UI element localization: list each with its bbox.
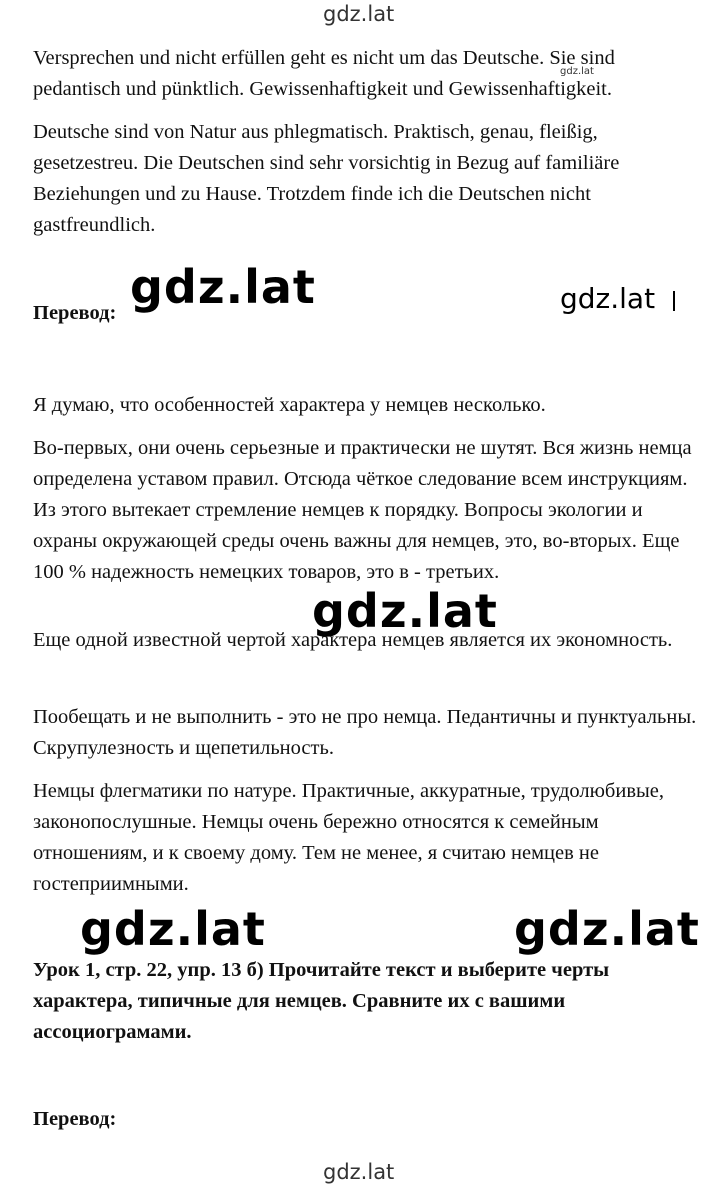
russian-paragraph-3: Еще одной известной чертой характера немцев является их экономность. (33, 629, 673, 651)
translation-heading: Перевод: (33, 302, 117, 324)
task-heading: Урок 1, стр. 22, упр. 13 б) Прочитайте текст и выберите черты характера, типичные для немцев. Сравните их с вашими ассоциограмами. (33, 959, 610, 1043)
russian-paragraph-5: Немцы флегматики по натуре. Практичные, аккуратные, трудолюбивые, законопослушные. Немцы очень бережно относятся к семейным отношениям, и к своему дому. Тем не менее, я считаю немцев не гостеприимными. (33, 780, 664, 895)
watermark-right-1: gdz.lat (560, 282, 656, 315)
russian-paragraph-4: Пообещать и не выполнить - это не про немца. Педантичны и пунктуальны. Скрупулезность и щепетильность. (33, 706, 697, 759)
watermark-center: gdz.lat (312, 584, 498, 638)
watermark-bottom: gdz.lat (323, 1160, 395, 1184)
watermark-right-2: gdz.lat (514, 902, 700, 956)
russian-paragraph-1: Я думаю, что особенностей характера у немцев несколько. (33, 394, 546, 416)
translation-heading-2: Перевод: (33, 1108, 117, 1130)
german-paragraph-2: Deutsche sind von Natur aus phlegmatisch. Praktisch, genau, fleißig, gesetzestreu. Die Deutschen sind sehr vorsichtig in Bezug auf familiäre Beziehungen und zu Hause. Trotzdem finde ich die Deutschen nicht gastfreundlich. (33, 121, 620, 236)
watermark-large-left: gdz.lat (130, 260, 316, 314)
watermark-cursor-bar (673, 291, 675, 311)
watermark-tiny: gdz.lat (560, 66, 594, 77)
russian-paragraph-2: Во-первых, они очень серьезные и практически не шутят. Вся жизнь немца определена уставом правил. Отсюда чёткое следование всем инструкциям. Из этого вытекает стремление немцев к порядку. Вопросы экологии и охраны окружающей среды очень важны для немцев, это, во-вторых. Еще 100 % надежность немецких товаров, это в - третьих. (33, 437, 692, 583)
watermark-left-2: gdz.lat (80, 902, 266, 956)
watermark-top: gdz.lat (323, 2, 395, 26)
german-paragraph-1: Versprechen und nicht erfüllen geht es nicht um das Deutsche. Sie sind pedantisch und pünktlich. Gewissenhaftigkeit und Gewissenhaftigkeit. (33, 47, 615, 100)
